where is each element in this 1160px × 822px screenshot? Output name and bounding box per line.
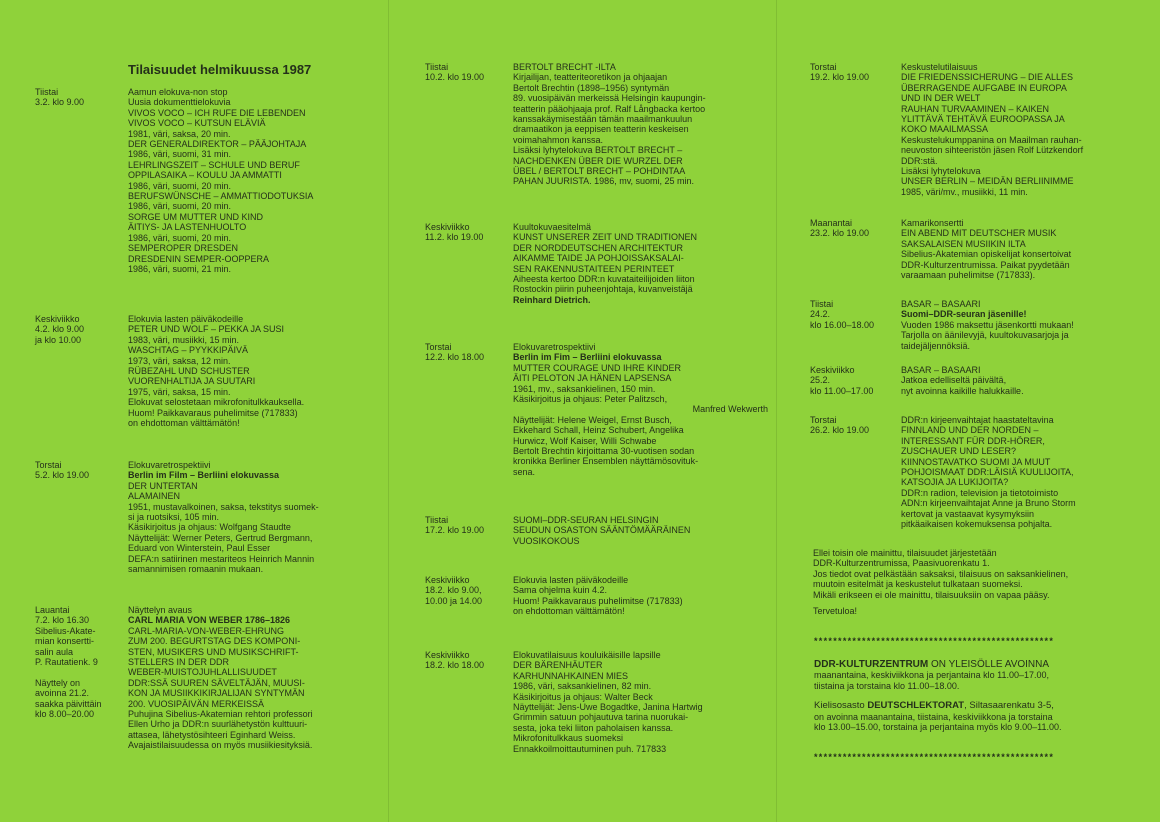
event-text-line: Elokuvia lasten päiväkodeille <box>128 314 244 324</box>
event-date-line: 7.2. klo 16.30 <box>35 615 90 626</box>
event-date-line: 10.2. klo 19.00 <box>425 72 485 83</box>
event-text-line: DEFA:n satiirinen mestariteos Heinrich Mannin <box>128 553 315 564</box>
event-text-line: LEHRLINGSZEIT – SCHULE UND BERUF <box>128 159 300 170</box>
event-text-line: DIE FRIEDENSSICHERUNG – DIE ALLES <box>901 72 1074 83</box>
star-divider-top: ************************************************** <box>814 636 1055 646</box>
event-date-line: 26.2. klo 19.00 <box>810 425 870 436</box>
event-text-line: BERUFSWÜNSCHE – AMMATTIODOTUKSIA <box>128 191 314 202</box>
event-text-line: Ekkehard Schall, Heinz Schubert, Angelika <box>513 425 684 436</box>
note-line: muutoin esitelmät ja keskustelut tulkataan suomeksi. <box>813 579 1023 590</box>
event-text-line: VUORENHALTIJA JA SUUTARI <box>128 376 256 387</box>
event-date-line <box>35 667 102 677</box>
event-text-line: 1983, väri, musiikki, 15 min. <box>128 334 240 345</box>
event-text-line: VIVOS VOCO – KUTSUN ELÄVIÄ <box>128 118 266 129</box>
event-description <box>513 222 768 305</box>
event-text-line: PAHAN JUURISTA. 1986, mv, suomi, 25 min. <box>513 176 695 187</box>
event-text-line: kanssakäymisestään tämän maailmankuulun <box>513 114 693 125</box>
event-text-line: DDR:n kirjeenvaihtajat haastateltavina <box>901 415 1054 425</box>
event-text-line: ÜBEL / BERTOLT BRECHT – POHDINTAA <box>513 166 686 177</box>
event-text-line: UNSER BERLIN – MEIDÄN BERLIINIMME <box>901 176 1074 187</box>
event-description <box>513 575 768 617</box>
event-text-line: 1985, väri/mv., musiikki, 11 min. <box>901 186 1028 197</box>
event-text-line: CARL MARIA VON WEBER 1786–1826 <box>128 615 291 626</box>
event-text-line: VUOSIKOKOUS <box>513 535 580 546</box>
event-date-line: 4.2. klo 9.00 <box>35 324 85 335</box>
event-text-line: DDR:stä. <box>901 155 938 166</box>
event-text-line: UND IN DER WELT <box>901 93 981 104</box>
event-text-line: ÄITI PELOTON JA HÄNEN LAPSENSA <box>513 373 672 384</box>
event-text-line: Ennakkoilmoittautuminen puh. 717833 <box>513 743 667 754</box>
event-text-line: Elokuvatilaisuus kouluikäisille lapsille <box>513 650 661 660</box>
event-description <box>513 62 768 187</box>
event-date-line: Tiistai <box>425 62 449 72</box>
event-date-line: klo 11.00–17.00 <box>810 385 874 396</box>
library-hours-line: klo 13.00–15.00, torstaina ja perjantaina myös klo 9.00–11.00. <box>814 722 1062 733</box>
event-text-line: VIVOS VOCO – ICH RUFE DIE LEBENDEN <box>128 107 306 118</box>
event-text-line: Sama ohjelma kuin 4.2. <box>513 585 608 596</box>
event-text-line: Käsikirjoitus ja ohjaus: Wolfgang Staudte <box>128 522 291 533</box>
event-text-line: neuvoston sihteeristön jäsen Rolf Lützkendorf <box>901 145 1084 156</box>
event-date-line: 3.2. klo 9.00 <box>35 97 85 108</box>
library-hours-line: on avoinna maanantaina, tiistaina, keskiviikkona ja torstaina <box>814 711 1053 722</box>
event-date-line: Keskiviikko <box>35 314 80 324</box>
event-text-line: Grimmin satuun pohjautuva tarina nuorukai- <box>513 712 689 723</box>
event-text-line: kertovat ja vastaavat kysymyksiin <box>901 508 1035 519</box>
event-text-line: voimahahmon kanssa. <box>513 134 604 145</box>
event-text-line: nyt avoinna kaikille halukkaille. <box>901 385 1024 396</box>
event-date <box>35 460 89 481</box>
event-text-line: Elokuvaretrospektiivi <box>128 460 211 470</box>
library-address: , Siltasaarenkatu 3-5, <box>964 700 1054 712</box>
event-text-line: SEN RAKENNUSTAITEEN PERINTEET <box>513 263 675 274</box>
event-text-line: 1986, väri, suomi, 20 min. <box>128 201 232 212</box>
event-text-line: EIN ABEND MIT DEUTSCHER MUSIK <box>901 228 1057 239</box>
event-text-line: Kuultokuvaesitelmä <box>513 222 592 232</box>
event-text-line: DER BÄRENHÄUTER <box>513 660 603 671</box>
event-text-line: BASAR – BASAARI <box>901 365 981 375</box>
event-date-line: 5.2. klo 19.00 <box>35 470 90 481</box>
note-line: DDR-Kulturzentrumissa, Paasivuorenkatu 1. <box>813 558 990 569</box>
event-text-line: KIINNOSTAVATKO SUOMI JA MUUT <box>901 456 1051 467</box>
event-description <box>901 62 1146 197</box>
event-date-line: 10.00 ja 14.00 <box>425 595 483 606</box>
panel-right <box>776 0 1160 822</box>
event-date-line: 11.2. klo 19.00 <box>425 232 484 243</box>
event-date <box>35 314 84 345</box>
event-date-line: klo 16.00–18.00 <box>810 319 875 330</box>
event-text-line: 200. VUOSIPÄIVÄN MERKEISSÄ <box>128 698 265 709</box>
event-text-line: Avajaistilaisuudessa on myös musiikiesityksiä. <box>128 740 313 751</box>
event-date <box>425 342 484 363</box>
event-date-line: 23.2. klo 19.00 <box>810 228 870 239</box>
event-date-line: Keskiviikko <box>425 222 470 232</box>
event-text-line: Näyttelyn avaus <box>128 605 193 615</box>
event-date-line: Torstai <box>810 415 837 425</box>
event-text-line: 1951, mustavalkoinen, saksa, tekstitys suomek- <box>128 501 319 512</box>
event-text-line: DER GENERALDIREKTOR – PÄÄJOHTAJA <box>128 139 307 150</box>
event-text-line: varaamaan puhelimitse (717833). <box>901 270 1036 281</box>
event-text-line: Puhujina Sibelius-Akatemian rehtori professori <box>128 709 313 720</box>
event-text-line: ALAMAINEN <box>128 491 181 502</box>
event-date-line: Torstai <box>810 62 837 72</box>
event-text-line: DER NORDDEUTSCHEN ARCHITEKTUR <box>513 242 684 253</box>
event-text-line: 1981, väri, saksa, 20 min. <box>128 128 231 139</box>
event-text-line: Tarjolla on äänilevyjä, kuultokuvasarjoja ja <box>901 330 1069 341</box>
event-text-line: Aiheesta kertoo DDR:n kuvataiteilijoiden liiton <box>513 274 695 285</box>
event-text-line: ADN:n kirjeenvaihtajat Anne ja Bruno Storm <box>901 498 1076 509</box>
event-text-line: CARL-MARIA-VON-WEBER-EHRUNG <box>128 625 285 636</box>
event-text-line: Uusia dokumenttielokuvia <box>128 97 231 108</box>
event-description <box>128 460 383 574</box>
event-text-line: Sibelius-Akatemian opiskelijat konsertoivat <box>901 249 1072 260</box>
event-text-line: Elokuvaretrospektiivi <box>513 342 596 352</box>
event-text-line: 89. vuosipäivän merkeissä Helsingin kaupungin- <box>513 93 706 104</box>
hours-line: tiistaina ja torstaina klo 11.00–18.00. <box>814 680 960 691</box>
event-text-line: INTERESSANT FÜR DDR-HÖRER, <box>901 435 1045 446</box>
event-text-line: Kamarikonsertti <box>901 218 964 228</box>
event-date-line: Keskiviikko <box>810 365 855 375</box>
event-date <box>810 62 869 83</box>
event-text-line: 1961, mv., saksankielinen, 150 min. <box>513 383 656 394</box>
event-text-line: ZUM 200. BEGURTSTAG DES KOMPONI- <box>128 636 301 647</box>
event-date-line: Torstai <box>425 342 452 352</box>
event-text-line: SEUDUN OSASTON SÄÄNTÖMÄÄRÄINEN <box>513 525 691 536</box>
event-text-line: Elokuvia lasten päiväkodeille <box>513 575 629 585</box>
event-date <box>425 62 484 83</box>
event-text-line: WASCHTAG – PYYKKIPÄIVÄ <box>128 345 249 356</box>
event-text-line: Keskustelutilaisuus <box>901 62 978 72</box>
event-text-line: Suomi–DDR-seuran jäsenille! <box>901 309 1027 320</box>
event-text-line: Bertolt Brechtin kirjoittama 30-vuotisen sodan <box>513 446 695 457</box>
event-date <box>810 218 869 239</box>
event-text-line: Lisäksi lyhytelokuva BERTOLT BRECHT – <box>513 145 683 156</box>
event-text-line: SEMPEROPER DRESDEN <box>128 243 239 254</box>
event-date-line: Näyttely on <box>35 677 81 688</box>
event-text-line: Näyttelijät: Jens-Uwe Bogadtke, Janina Hartwig <box>513 702 703 713</box>
event-date-line: Keskiviikko <box>425 575 470 585</box>
event-description <box>513 342 768 477</box>
note-line: Ellei toisin ole mainittu, tilaisuudet järjestetään <box>813 548 997 558</box>
event-text-line: Manfred Wekwerth <box>692 404 768 415</box>
event-text-line: YLITTÄVÄ TEHTÄVÄ EUROOPASSA JA <box>901 114 1065 125</box>
star-divider-bottom: ************************************************** <box>814 752 1055 762</box>
library-prefix: Kielisosasto <box>814 700 868 712</box>
event-text-line: KUNST UNSERER ZEIT UND TRADITIONEN <box>513 232 698 243</box>
event-text-line: Vuoden 1986 maksettu jäsenkortti mukaan! <box>901 319 1074 330</box>
event-date-line: 19.2. klo 19.00 <box>810 72 870 83</box>
event-description <box>901 365 1146 396</box>
event-text-line: NACHDENKEN ÜBER DIE WURZEL DER <box>513 155 683 166</box>
event-text-line: Mikrofonitulkkaus suomeksi <box>513 733 624 744</box>
event-date-line: 18.2. klo 18.00 <box>425 660 485 671</box>
event-date-line: 17.2. klo 19.00 <box>425 525 485 536</box>
event-text-line: STELLERS IN DER DDR <box>128 657 230 668</box>
event-description <box>901 218 1146 280</box>
event-date-line: Tiistai <box>35 87 59 97</box>
event-date-line: 24.2. <box>810 309 831 320</box>
event-text-line: on ehdottoman välttämätön! <box>513 606 625 617</box>
event-text-line: dramaatikon ja eeppisen teatterin keskeisen <box>513 124 689 135</box>
event-text-line: ÜBERRAGENDE AUFGABE IN EUROPA <box>901 82 1067 93</box>
event-text-line: KARHUNNAHKAINEN MIES <box>513 670 629 681</box>
event-text-line: DRESDENIN SEMPER-OOPPERA <box>128 253 270 264</box>
event-text-line: POHJOISMAAT DDR:LÄISIÄ KUULIJOITA, <box>901 467 1074 478</box>
event-date-line: saakka päivittäin <box>35 698 102 709</box>
event-text-line: KATSOJIA JA LUKIJOITA? <box>901 477 1009 488</box>
event-description <box>513 515 768 546</box>
event-description <box>128 87 383 274</box>
event-text-line: DDR:n radion, television ja tietotoimisto <box>901 487 1059 498</box>
event-text-line: MUTTER COURAGE UND IHRE KINDER <box>513 362 682 373</box>
event-text-line: 1975, väri, saksa, 15 min. <box>128 386 231 397</box>
event-text-line: samannimisen romaanin mukaan. <box>128 564 264 575</box>
event-text-line: Jatkoa edelliseltä päivältä, <box>901 375 1007 386</box>
event-text-line: Berlin im Fim – Berliini elokuvassa <box>513 352 662 363</box>
event-text-line: Rostockin piirin puheenjohtaja, kuvanveistäjä <box>513 284 693 295</box>
event-text-line: kronikka Berliner Ensemblen näyttämösovituk- <box>513 456 699 467</box>
event-text-line: Huom! Paikkavaraus puhelimitse (717833) <box>128 407 298 418</box>
event-text-line: Näyttelijät: Werner Peters, Gertrud Bergmann, <box>128 532 313 543</box>
event-text-line: taidejäljennöksiä. <box>901 340 971 351</box>
event-description <box>901 299 1146 351</box>
panel-middle <box>388 0 776 822</box>
event-text-line: Käsikirjoitus ja ohjaus: Walter Beck <box>513 691 653 702</box>
event-text-line: 1986, väri, suomi, 21 min. <box>128 263 232 274</box>
org-name: DDR-KULTURZENTRUM <box>814 659 929 670</box>
library-name: DEUTSCHLEKTORAT <box>867 700 965 712</box>
event-text-line: Elokuvat selostetaan mikrofonitulkkauksella. <box>128 397 305 408</box>
event-date <box>810 299 874 330</box>
org-open-text: ON YLEISÖLLE AVOINNA <box>928 659 1050 670</box>
event-date-line: Tiistai <box>425 515 449 525</box>
event-date <box>425 575 482 606</box>
event-description <box>128 314 383 428</box>
event-description <box>128 605 383 751</box>
event-text-line: 1986, väri, suomi, 31 min. <box>128 149 232 160</box>
event-text-line: sesta, joka teki liiton paholaisen kanssa. <box>513 722 674 733</box>
event-date-line: 18.2. klo 9.00, <box>425 585 482 596</box>
event-text-line: DDR-Kulturzentrumissa. Paikat pyydetään <box>901 259 1070 270</box>
event-text-line: OPPILASAIKA – KOULU JA AMMATTI <box>128 170 282 181</box>
event-text-line: pitkäaikaisen kokemuksensa pohjalta. <box>901 519 1053 530</box>
event-date <box>810 365 873 396</box>
event-date-line: ja klo 10.00 <box>35 334 82 345</box>
event-description <box>901 415 1146 529</box>
event-text-line: on ehdottoman välttämätön! <box>128 418 240 429</box>
event-text-line: 1973, väri, saksa, 12 min. <box>128 355 231 366</box>
event-text-line: Kirjailijan, teatteriteoretikon ja ohjaajan <box>513 72 668 83</box>
event-text-line: BERTOLT BRECHT -ILTA <box>513 62 616 72</box>
event-text-line: SUOMI–DDR-SEURAN HELSINGIN <box>513 515 659 525</box>
event-text-line: Berlin im Film – Berliini elokuvassa <box>128 470 280 481</box>
event-text-line: Eduard von Winterstein, Paul Esser <box>128 543 271 554</box>
event-text-line: KON JA MUSIIKKIKIRJALIJAN SYNTYMÄN <box>128 688 305 699</box>
event-text-line: si ja ruotsiksi, 105 min. <box>128 512 220 523</box>
event-date-line: mian konsertti- <box>35 636 95 647</box>
event-text-line: Ellen Urho ja DDR:n suurlähetystön kulttuuri- <box>128 719 308 730</box>
event-text-line: AIKAMME TAIDE JA POHJOISSAKSALAI- <box>513 253 684 264</box>
event-text-line: SAKSALAISEN MUSIIKIN ILTA <box>901 238 1026 249</box>
event-date <box>425 222 483 243</box>
event-text-line: ZUSCHAUER UND LESER? <box>901 446 1017 457</box>
event-text-line: WEBER-MUISTOJUHLALLISUUDET <box>128 667 277 678</box>
opening-hours <box>814 660 1154 732</box>
event-date-line: klo 8.00–20.00 <box>35 709 95 720</box>
note-line: Jos tiedot ovat pelkästään saksaksi, tilaisuus on saksankielinen, <box>813 568 1069 579</box>
event-text-line: attasea, lähetystösihteeri Eginhard Weiss. <box>128 729 296 740</box>
event-date-line: P. Rautatienk. 9 <box>35 657 98 668</box>
event-text-line: DDR:SSÄ SUUREN SÄVELTÄJÄN, MUUSI- <box>128 677 305 688</box>
event-text-line: 1986, väri, saksankielinen, 82 min. <box>513 681 652 692</box>
event-text-line: KOKO MAAILMASSA <box>901 124 989 135</box>
event-date-line: Keskiviikko <box>425 650 470 660</box>
event-text-line: Lisäksi lyhytelokuva <box>901 166 981 177</box>
event-text-line: Reinhard Dietrich. <box>513 294 591 305</box>
event-text-line: DER UNTERTAN <box>128 480 198 491</box>
event-date <box>810 415 869 436</box>
event-date-line: salin aula <box>35 646 74 657</box>
event-date-line: Torstai <box>35 460 62 470</box>
event-text-line: ÄITIYS- JA LASTENHUOLTO <box>128 222 247 233</box>
panel-left <box>0 0 388 822</box>
event-date-line: Maanantai <box>810 218 853 228</box>
event-date <box>35 605 102 719</box>
event-date-line: 25.2. <box>810 375 831 386</box>
event-text-line: 1986, väri, suomi, 20 min. <box>128 232 232 243</box>
event-text-line: Huom! Paikkavaraus puhelimitse (717833) <box>513 595 683 606</box>
hours-line: maanantaina, keskiviikkona ja perjantaina klo 11.00–17.00, <box>814 670 1049 681</box>
event-description <box>513 650 768 754</box>
event-text-line: teatterin pääohjaaja prof. Ralf Långbacka kertoo <box>513 103 706 114</box>
event-text-line: Aamun elokuva-non stop <box>128 87 228 97</box>
event-date <box>35 87 84 108</box>
event-text-line: FINNLAND UND DER NORDEN – <box>901 425 1039 436</box>
event-date-line: Tiistai <box>810 299 834 309</box>
event-date-line: Sibelius-Akate- <box>35 625 96 636</box>
event-text-line: STEN, MUSIKERS UND MUSIKSCHRIFT- <box>128 646 299 657</box>
note-line: Mikäli erikseen ei ole mainittu, tilaisuuksiin on vapaa pääsy. <box>813 589 1050 600</box>
event-date <box>425 650 484 671</box>
event-date-line: Lauantai <box>35 605 70 615</box>
event-text-line: BASAR – BASAARI <box>901 299 981 309</box>
event-date-line: 12.2. klo 18.00 <box>425 352 485 363</box>
event-text-line: sena. <box>513 466 536 477</box>
event-text-line: Keskustelukumppanina on Maailman rauhan- <box>901 134 1082 145</box>
event-date-line: avoinna 21.2. <box>35 688 90 699</box>
page-title: Tilaisuudet helmikuussa 1987 <box>128 62 312 77</box>
event-date <box>425 515 484 536</box>
event-text-line: PETER UND WOLF – PEKKA JA SUSI <box>128 324 285 335</box>
event-text-line: RAUHAN TURVAAMINEN – KAIKEN <box>901 103 1050 114</box>
event-text-line: RÜBEZAHL UND SCHUSTER <box>128 366 250 377</box>
event-text-line: SORGE UM MUTTER UND KIND <box>128 211 263 222</box>
event-text-line: Käsikirjoitus ja ohjaus: Peter Palitzsch, <box>513 394 668 405</box>
general-notes <box>813 548 1153 616</box>
event-text-line: Hurwicz, Wolf Kaiser, Willi Schwabe <box>513 435 657 446</box>
event-text-line: 1986, väri, suomi, 20 min. <box>128 180 232 191</box>
welcome-text: Tervetuloa! <box>813 606 858 617</box>
event-text-line: Bertolt Brechtin (1898–1956) syntymän <box>513 82 670 93</box>
event-text-line: Näyttelijät: Helene Weigel, Ernst Busch, <box>513 414 672 425</box>
